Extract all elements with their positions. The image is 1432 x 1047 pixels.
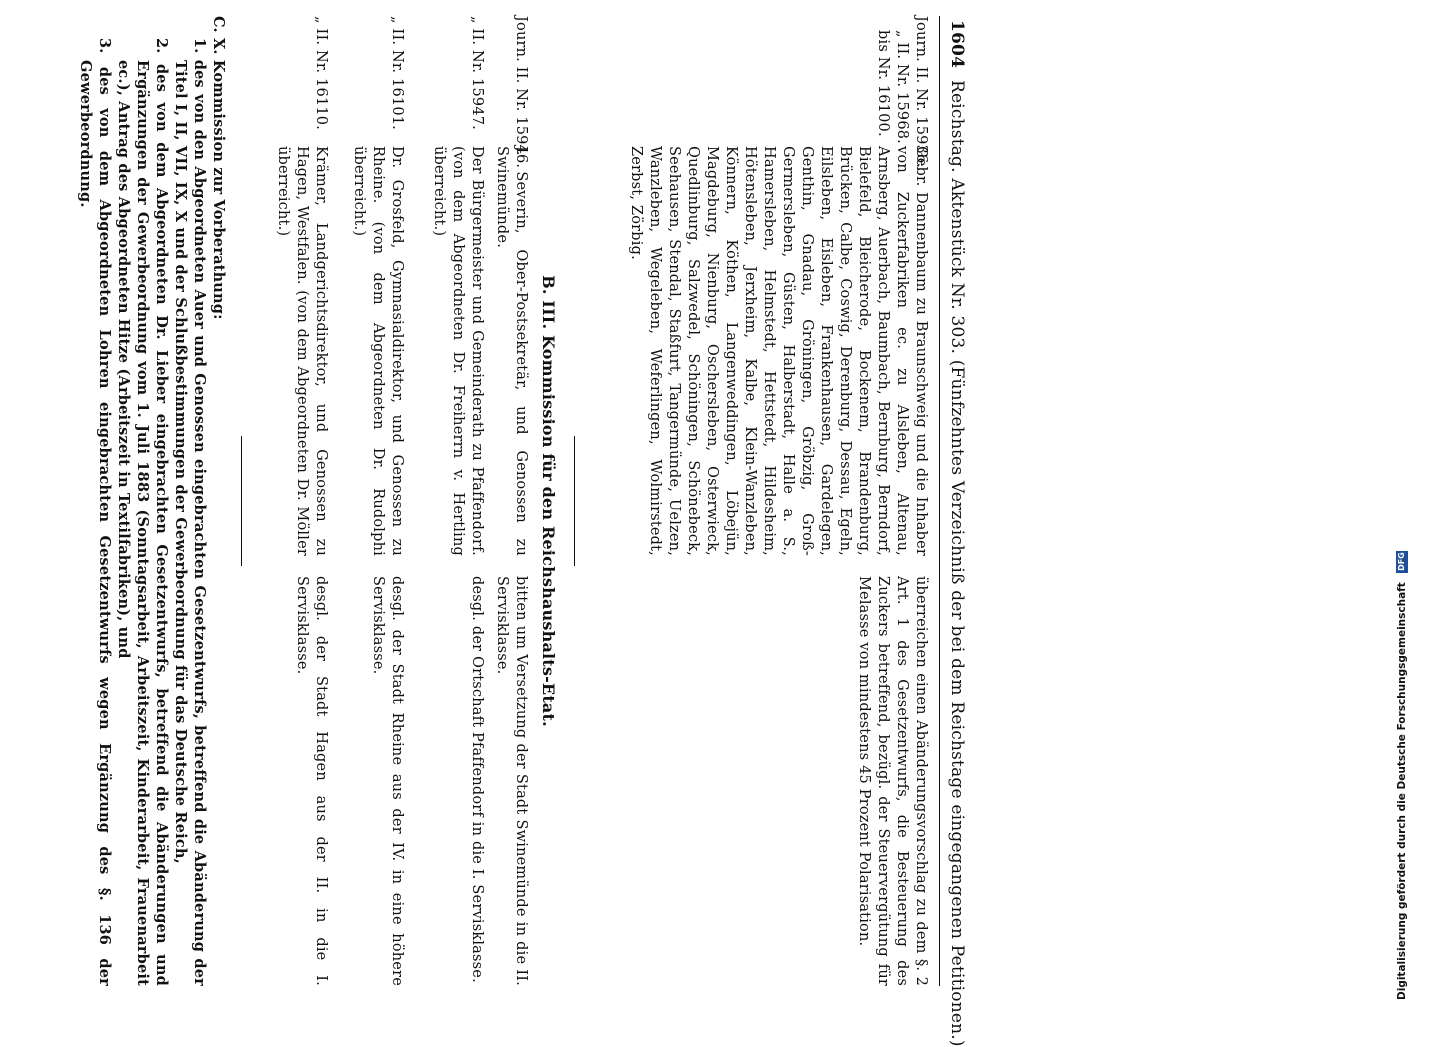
divider	[241, 436, 242, 566]
commission-item: 1. des von den Abgeordneten Auer und Genossen eingebrachten Gesetzentwurfs, betreffend die Abänderung der Titel I, II, VII, IX, X und der Schlußbestimmungen der Gewerbeordnung für das Deutsche Reich,	[172, 38, 208, 986]
journal-reference: Journ. II. Nr. 15946.	[513, 16, 529, 169]
dfg-logo-icon: DFG	[1397, 552, 1406, 571]
digitization-credit: Digitalisierung gefördert durch die Deutsche Forschungsgemeinschaft DFG	[1396, 552, 1408, 1000]
section-heading: C. X. Kommission zur Vorberathung:	[210, 16, 227, 320]
journal-reference: „ II. Nr. 16110.	[313, 16, 329, 130]
petitioner-text: Krämer, Landgerichtsdirektor, und Genossen zu Hagen, Westfalen. (von dem Abgeordneten Dr. Möller überreicht.)	[275, 146, 329, 556]
journal-reference: „ II. Nr. 15947.	[469, 16, 485, 130]
page-title: Reichstag. Aktenstück Nr. 303. (Fünfzehntes Verzeichniß der bei dem Reichstage eingegangenen Petitionen.)	[947, 80, 967, 1047]
petition-subject: desgl. der Stadt Hagen aus der II. in die I. Servisklasse.	[294, 576, 329, 986]
section-heading: B. III. Kommission für den Reichshaushalts-Etat.	[539, 275, 558, 727]
journal-reference: „ II. Nr. 16101.	[389, 16, 405, 130]
page-header	[939, 16, 970, 1047]
petitioner-text: Gebr. Dannenbaum zu Braunschweig und die Inhaber von Zuckerfabriken ec. zu Alsleben, Altenau, Arnsberg, Auerbach, Baumbach, Bernburg, Berndorf, Bielefeld, Bleicherode, Bockenem, Brandenburg, Brücken, Calbe, Coswig, Derenburg, Dessau, Egeln, Eilsleben, Eisleben, Frankenhausen, Gardelegen, Genthin, Gnadau, Gröningen, Gröbzig, Groß-Germersleben, Güsten, Halberstadt, Halle a. S., Hamersleben, Helmstedt, Hettstedt, Hildesheim, Hötensleben, Jerxheim, Kalbe, Klein-Wanzleben, Könnern, Köthen, Langenweddingen, Löbejün, Magdeburg, Nienburg, Oschersleben, Osterwieck, Quedlinburg, Salzwedel, Schöningen, Schönebeck, Seehausen, Stendal, Staßfurt, Tangermünde, Uelzen, Wanzleben, Wegeleben, Weferlingen, Wolmirstedt, Zerbst, Zörbig.	[628, 146, 929, 556]
petition-subject: bitten um Versetzung der Stadt Swinemünde in die II. Servisklasse.	[494, 576, 529, 986]
petition-subject: desgl. der Ortschaft Pfaffendorf in die I. Servisklasse.	[469, 576, 485, 983]
petitioner-text: Dr. Grosfeld, Gymnasialdirektor, und Genossen zu Rheine. (von dem Abgeordneten Dr. Rudolphi überreicht.)	[351, 146, 405, 556]
document-page	[0, 16, 970, 1047]
petitioner-text: J. Severin, Ober-Postsekretär, und Genossen zu Swinemünde.	[494, 146, 529, 556]
section-c-block	[76, 16, 228, 986]
petition-subject: desgl. der Stadt Rheine aus der IV. in eine höhere Servisklasse.	[370, 576, 405, 986]
petitioner-text: Der Bürgermeister und Gemeinderath zu Pfaffendorf. (von dem Abgeordneten Dr. Freiherrn v. Hertling überreicht.)	[431, 146, 485, 556]
commission-item: 3. des von dem Abgeordneten Lohren eingebrachten Gesetzentwurfs wegen Ergänzung des §. 136 der Gewerbeordnung.	[77, 38, 113, 986]
divider	[574, 436, 575, 566]
page-number: 1604	[947, 20, 967, 69]
commission-item: 2. des von dem Abgeordneten Dr. Lieber eingebrachten Gesetzentwurfs, betreffend die Abänderungen und Ergänzungen der Gewerbeordnung vom 1. Juli 1883 (Sonntagsarbeit, Arbeitszeit, Kinderarbeit, Frauenarbeit ec.), Antrag des Abgeordneten Hitze (Arbeitszeit in Textilfabriken), und	[115, 38, 170, 986]
petition-subject: überreichen einen Abänderungsvorschlag zu dem §. 2 Art. 1 des Gesetzentwurfs, die Besteuerung des Zuckers betreffend, bezügl. der Steuervergütung für Melasse von mindestens 45 Prozent Polarisation.	[856, 576, 929, 986]
journal-reference: Journ. II. Nr. 15936. „ II. Nr. 15968. bis Nr. 16100.	[875, 16, 929, 169]
